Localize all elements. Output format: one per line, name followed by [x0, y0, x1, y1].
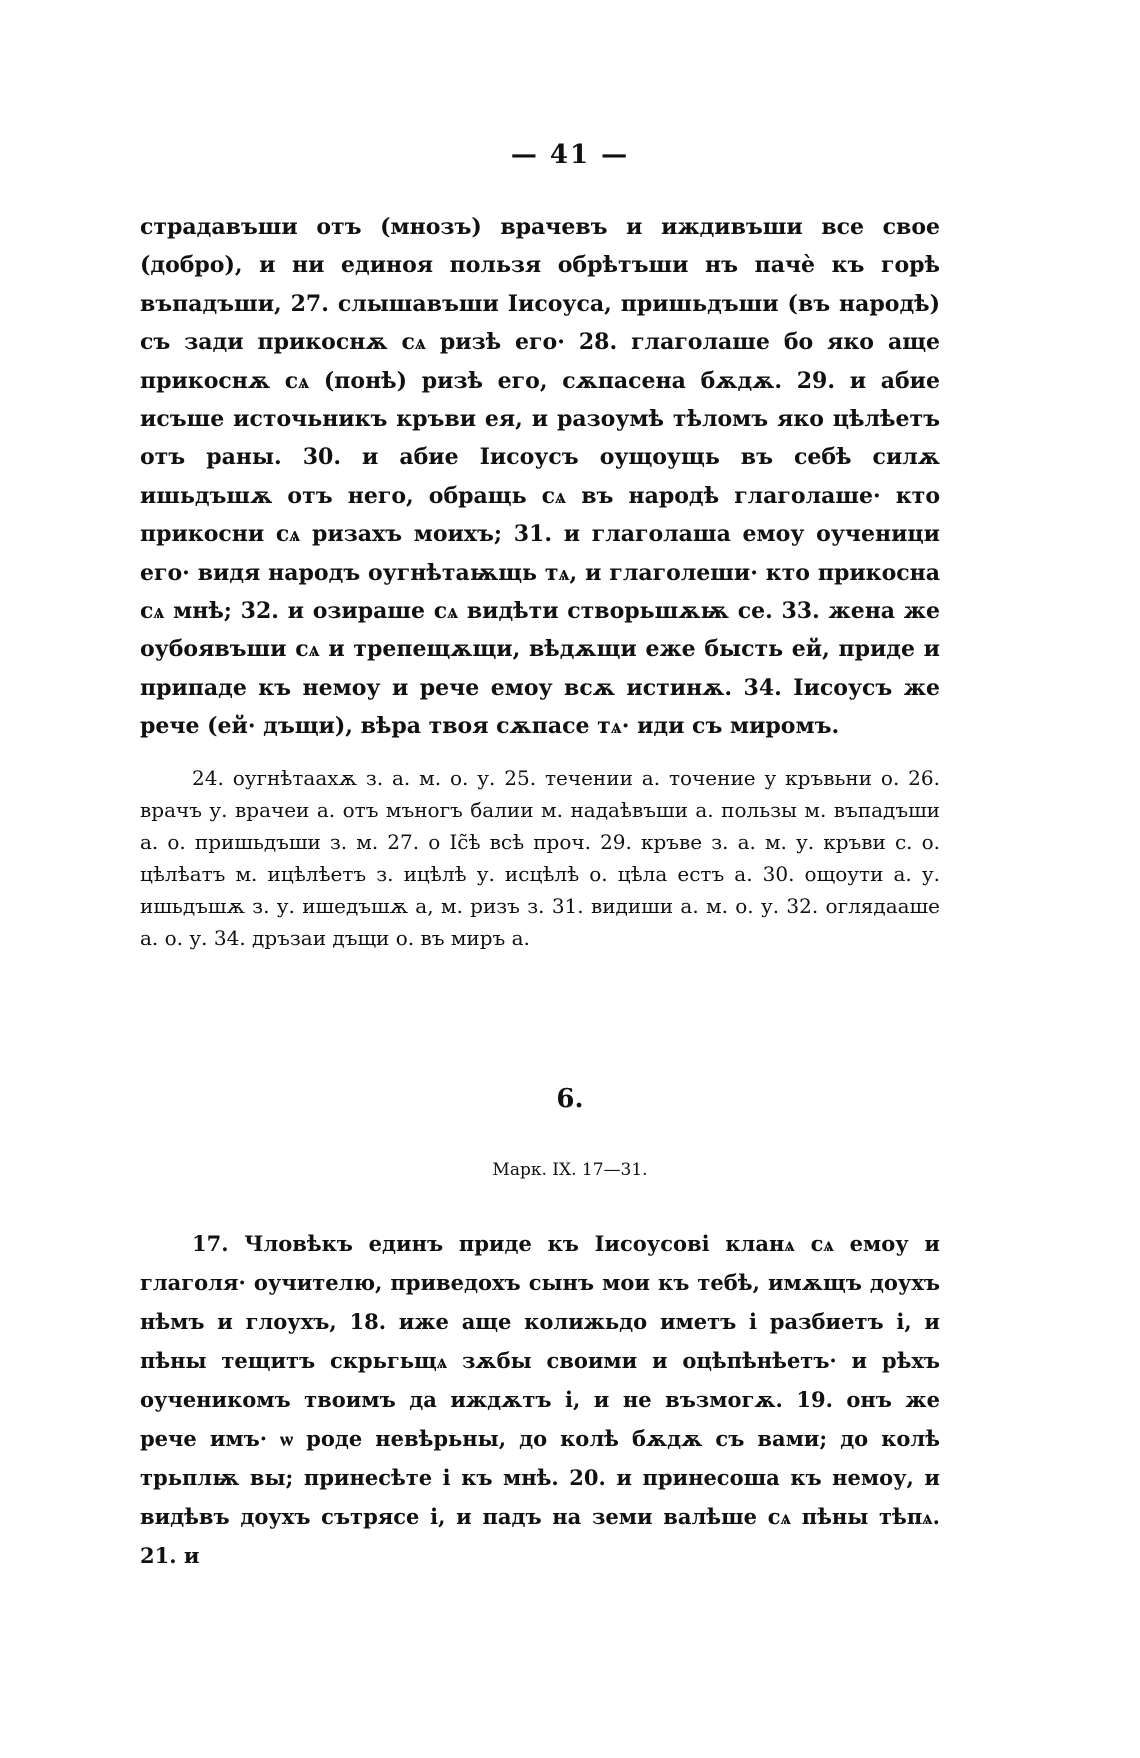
page-number: — 41 —	[510, 140, 630, 170]
main-text-paragraph: страдавъши отъ (мнозъ) врачевъ и иждивъши все свое (добро), и ни единоя пользя обрѣтъши нъ пачѐ къ горѣ въпадъши, 27. слышавъши Іисоуса, пришьдъши (въ народѣ) съ зади прикоснѫ сѧ ризѣ его· 28. глаголаше бо яко аще прикоснѫ сѧ (понѣ) ризѣ его, сѫпасена бѫдѫ. 29. и абие исъше источьникъ кръви ея, и разоумѣ тѣломъ яко цѣлѣетъ отъ раны. 30. и абие Іисоусъ оущоущь въ себѣ силѫ ишьдъшѫ отъ него, обращь сѧ въ народѣ глаголаше· кто прикосни сѧ ризахъ моихъ; 31. и глаголаша емоу оученици его· видя народъ оугнѣтаѭщь тѧ, и глаголеши· кто прикосна сѧ мнѣ; 32. и озираше сѧ видѣти створьшѫѭ се. 33. жена же оубоявъши сѧ и трепещѫщи, вѣдѫщи еже бысть ей, приде и припаде къ немоу и рече емоу всѫ истинѫ. 34. Іисоусъ же рече (ей· дъщи), вѣра твоя сѫпасе тѧ· иди съ миромъ.	[140, 214, 940, 740]
main-text	[140, 208, 940, 746]
section-text	[140, 1224, 940, 1575]
section-reference: Марк. IX. 17—31.	[492, 1160, 648, 1180]
variant-readings	[140, 762, 940, 954]
section-number: 6.	[556, 1084, 584, 1114]
section-text-paragraph: 17. Чловѣкъ единъ приде къ Іисоусові кланѧ сѧ емоу и глаголя· оучителю, приведохъ сынъ мои къ тебѣ, имѫщъ доухъ нѣмъ и глоухъ, 18. иже аще колижьдо иметъ і разбиетъ і, и пѣны тещитъ скрьгьщѧ зѫбы своими и оцѣпѣнѣетъ· и рѣхъ оученикомъ твоимъ да иждѫтъ і, и не възмогѫ. 19. онъ же рече имъ· ѡ роде невѣрьны, до колѣ бѫдѫ съ вами; до колѣ трьплѭ вы; принесѣте і къ мнѣ. 20. и принесоша къ немоу, и видѣвъ доухъ сътрясе і, и падъ на земи валѣше сѧ пѣны тѣпѧ. 21. и	[140, 1231, 940, 1568]
variant-readings-paragraph: 24. оугнѣтаахѫ з. а. м. о. у. 25. течении а. точение у кръвьни о. 26. врачъ у. врачеи а. отъ мъногъ балии м. надаѣвъши а. пользы м. въпадъши а. о. пришьдъши з. м. 27. о Іс̃ѣ всѣ проч. 29. кръве з. а. м. у. кръви с. о. цѣлѣатъ м. ицѣлѣетъ з. ицѣлѣ у. исцѣлѣ о. цѣла естъ а. 30. ощоути а. у. ишьдъшѫ з. у. ишедъшѫ а, м. ризъ з. 31. видиши а. м. о. у. 32. оглядааше а. о. у. 34. дръзаи дъщи о. въ миръ а.	[140, 766, 940, 950]
